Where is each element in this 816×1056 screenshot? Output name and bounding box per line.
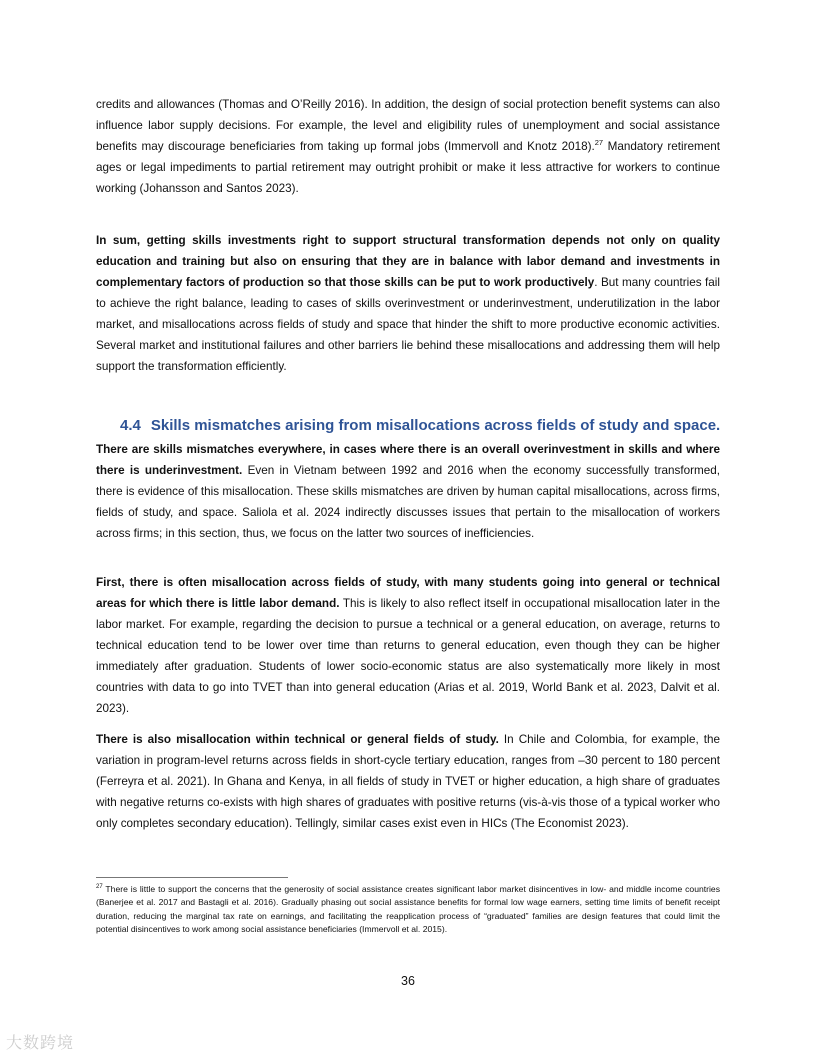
- paragraph-social-protection: [96, 94, 720, 199]
- bold-lead: First, there is often misallocation across fields of study, with many students going into general or technical areas for which there is little labor demand.: [96, 576, 720, 610]
- text: Even in Vietnam between 1992 and 2016 when the economy successfully transformed, there is evidence of this misallocation. These skills mismatches are driven by human capital misallocations, across firms, fields of study, and space. Saliola et al. 2024 indirectly discusses issues that pertain to the misallocation of workers across firms; in this section, thus, we focus on the latter two sources of inefficiencies.: [96, 464, 720, 540]
- watermark-logo: [6, 1030, 74, 1053]
- watermark-text: 大数跨境: [6, 1035, 75, 1052]
- section-number: 4.4: [120, 417, 141, 434]
- text: This is likely to also reflect itself in occupational misallocation later in the labor market. For example, regarding the decision to pursue a technical or a general education, on average, returns to technical education tend to be lower over time than returns to general education, even though they can be higher immediately after graduation. Students of lower socio-economic status are also systematically more likely in most countries with data to go into TVET than into general education (Arias et al. 2019, World Bank et al. 2023, Dalvit et al. 2023).: [96, 597, 720, 715]
- text: Mandatory retirement ages or legal impediments to partial retirement may outright prohibit or make it less attractive for workers to continue working (Johansson and Santos 2023).: [96, 140, 720, 195]
- footnote-27: [96, 883, 720, 936]
- paragraph-within-fields: [96, 729, 720, 834]
- bold-lead: In sum, getting skills investments right to support structural transformation depends not only on quality education and training but also on ensuring that they are in balance with labor demand and investments in complementary factors of production so that those skills can be put to work productively: [96, 234, 720, 289]
- paragraph-fields-of-study: [96, 572, 720, 719]
- footnote-marker: 27: [96, 884, 103, 891]
- text: credits and allowances (Thomas and O’Reilly 2016). In addition, the design of social protection benefit systems can also influence labor supply decisions. For example, the level and eligibility rules of unemployment and social assistance benefits may discourage beneficiaries from taking up formal jobs (Immervoll and Knotz 2018).: [96, 98, 720, 153]
- paragraph-in-sum: [96, 230, 720, 377]
- section-title: Skills mismatches arising from misallocations across fields of study and space.: [150, 417, 721, 434]
- paragraph-mismatches: [96, 439, 720, 544]
- bold-lead: There are skills mismatches everywhere, in cases where there is an overall overinvestment in skills and where there is underinvestment.: [96, 443, 720, 477]
- section-heading: [120, 417, 740, 434]
- footnote-ref-27[interactable]: 27: [594, 138, 604, 148]
- page-number: 36: [401, 974, 415, 988]
- footnote-divider: [96, 877, 288, 878]
- bold-lead: There is also misallocation within technical or general fields of study.: [96, 733, 499, 746]
- text: In Chile and Colombia, for example, the variation in program-level returns across fields in short-cycle tertiary education, ranges from –30 percent to 180 percent (Ferreyra et al. 2021). In Ghana and Kenya, in all fields of study in TVET or higher education, a high share of graduates with negative returns co-exists with high shares of graduates with positive returns (vis-à-vis those of a typical worker who only completes secondary education). Tellingly, similar cases exist even in HICs (The Economist 2023).: [96, 733, 720, 830]
- text: . But many countries fail to achieve the right balance, leading to cases of skills overinvestment or underinvestment, underutilization in the labor market, and misallocations across fields of study and space that hinder the shift to more productive economic activities. Several market and institutional failures and other barriers lie behind these misallocations and addressing them will help support the transformation efficiently.: [96, 276, 720, 373]
- footnote-text: There is little to support the concerns that the generosity of social assistance creates significant labor market disincentives in low- and middle income countries (Banerjee et al. 2017 and Bastagli et al. 2016). Gradually phasing out social assistance benefits for formal low wage earners, setting time limits of benefit receipt duration, reducing the marginal tax rate on earnings, and facilitating the reapplication process of “graduated” families are design features that could limit the potential disincentives to work among social assistance beneficiaries (Immervoll et al. 2015).: [96, 884, 720, 934]
